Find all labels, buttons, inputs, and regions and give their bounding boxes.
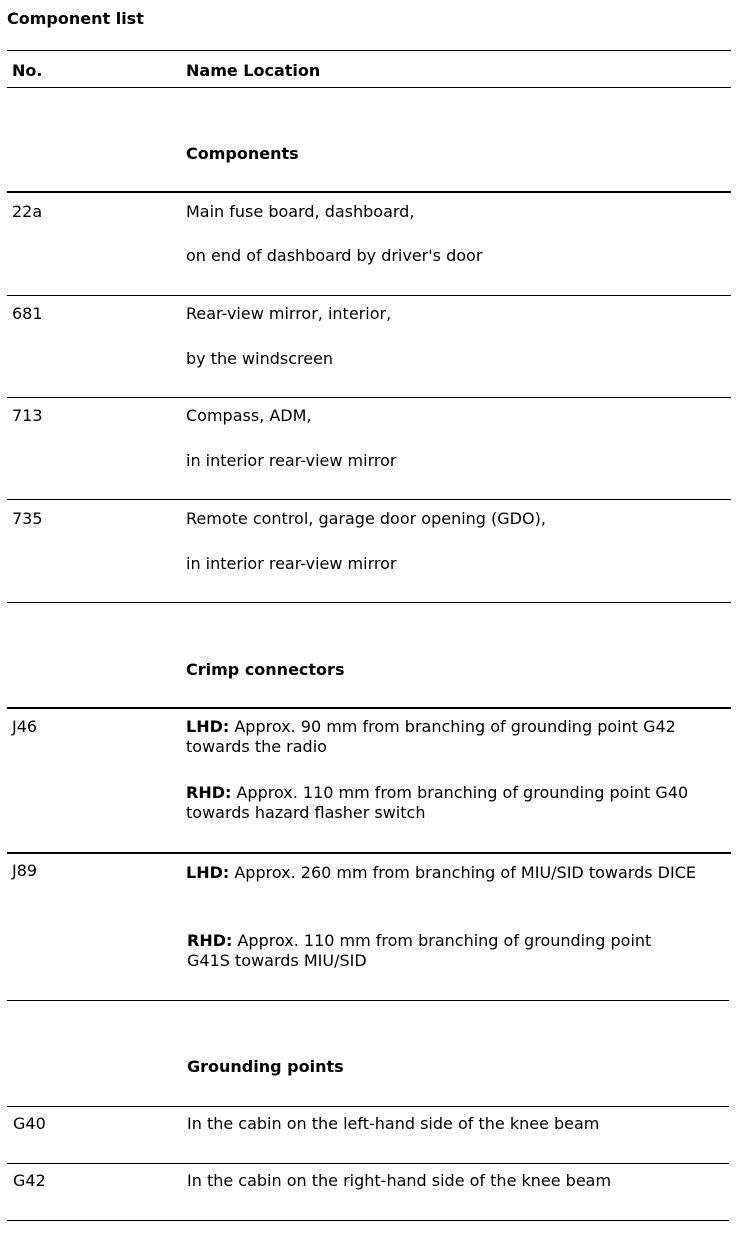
row-location: by the windscreen <box>186 349 334 368</box>
row-number: G40 <box>13 1114 46 1133</box>
row-name: Main fuse board, dashboard, <box>186 202 415 221</box>
section-rule <box>7 191 731 193</box>
page-title: Component list <box>7 9 144 28</box>
row-rule <box>7 397 731 398</box>
row-number: J46 <box>12 717 38 736</box>
rhd-text: Approx. 110 mm from branching of grounding point G41S towards MIU/SID <box>187 931 652 970</box>
rhd-note <box>186 783 732 823</box>
section-heading-crimp-connectors: Crimp connectors <box>186 660 345 679</box>
row-rule <box>7 499 731 500</box>
rhd-text: Approx. 110 mm from branching of grounding point G40 towards hazard flasher switch <box>186 783 689 822</box>
row-location: in interior rear-view mirror <box>186 451 397 470</box>
row-location: In the cabin on the left-hand side of the knee beam <box>187 1114 600 1133</box>
header-bottom-rule <box>7 87 731 88</box>
section-heading-grounding-points: Grounding points <box>187 1057 344 1076</box>
header-col-no: No. <box>12 61 43 80</box>
row-number: J89 <box>12 861 38 880</box>
table-end-rule <box>7 1220 729 1221</box>
row-number: 22a <box>12 202 43 221</box>
section-rule <box>7 707 731 709</box>
row-location: in interior rear-view mirror <box>186 554 397 573</box>
section-end-rule <box>7 602 731 603</box>
row-name: Compass, ADM, <box>186 406 312 425</box>
header-top-rule <box>7 50 731 51</box>
lhd-label: LHD: <box>186 863 230 882</box>
rhd-note <box>187 931 697 971</box>
row-rule <box>7 852 731 854</box>
row-name: Rear-view mirror, interior, <box>186 304 392 323</box>
row-location: In the cabin on the right-hand side of the knee beam <box>187 1171 612 1190</box>
row-rule <box>7 1163 729 1164</box>
lhd-text: Approx. 260 mm from branching of MIU/SID towards DICE <box>229 863 696 882</box>
row-number: 735 <box>12 509 43 528</box>
row-name: Remote control, garage door opening (GDO), <box>186 509 546 528</box>
section-end-rule <box>7 1000 729 1001</box>
rhd-label: RHD: <box>186 783 232 802</box>
section-rule <box>7 1106 729 1107</box>
row-number: 713 <box>12 406 43 425</box>
row-location: on end of dashboard by driver's door <box>186 246 483 265</box>
lhd-label: LHD: <box>186 717 230 736</box>
lhd-note <box>186 717 726 757</box>
row-number: G42 <box>13 1171 46 1190</box>
rhd-label: RHD: <box>187 931 233 950</box>
row-rule <box>7 295 731 296</box>
lhd-text: Approx. 90 mm from branching of grounding point G42 towards the radio <box>186 717 676 756</box>
row-number: 681 <box>12 304 43 323</box>
lhd-note <box>186 861 706 885</box>
section-heading-components: Components <box>186 144 299 163</box>
header-col-name-location: Name Location <box>186 61 321 80</box>
